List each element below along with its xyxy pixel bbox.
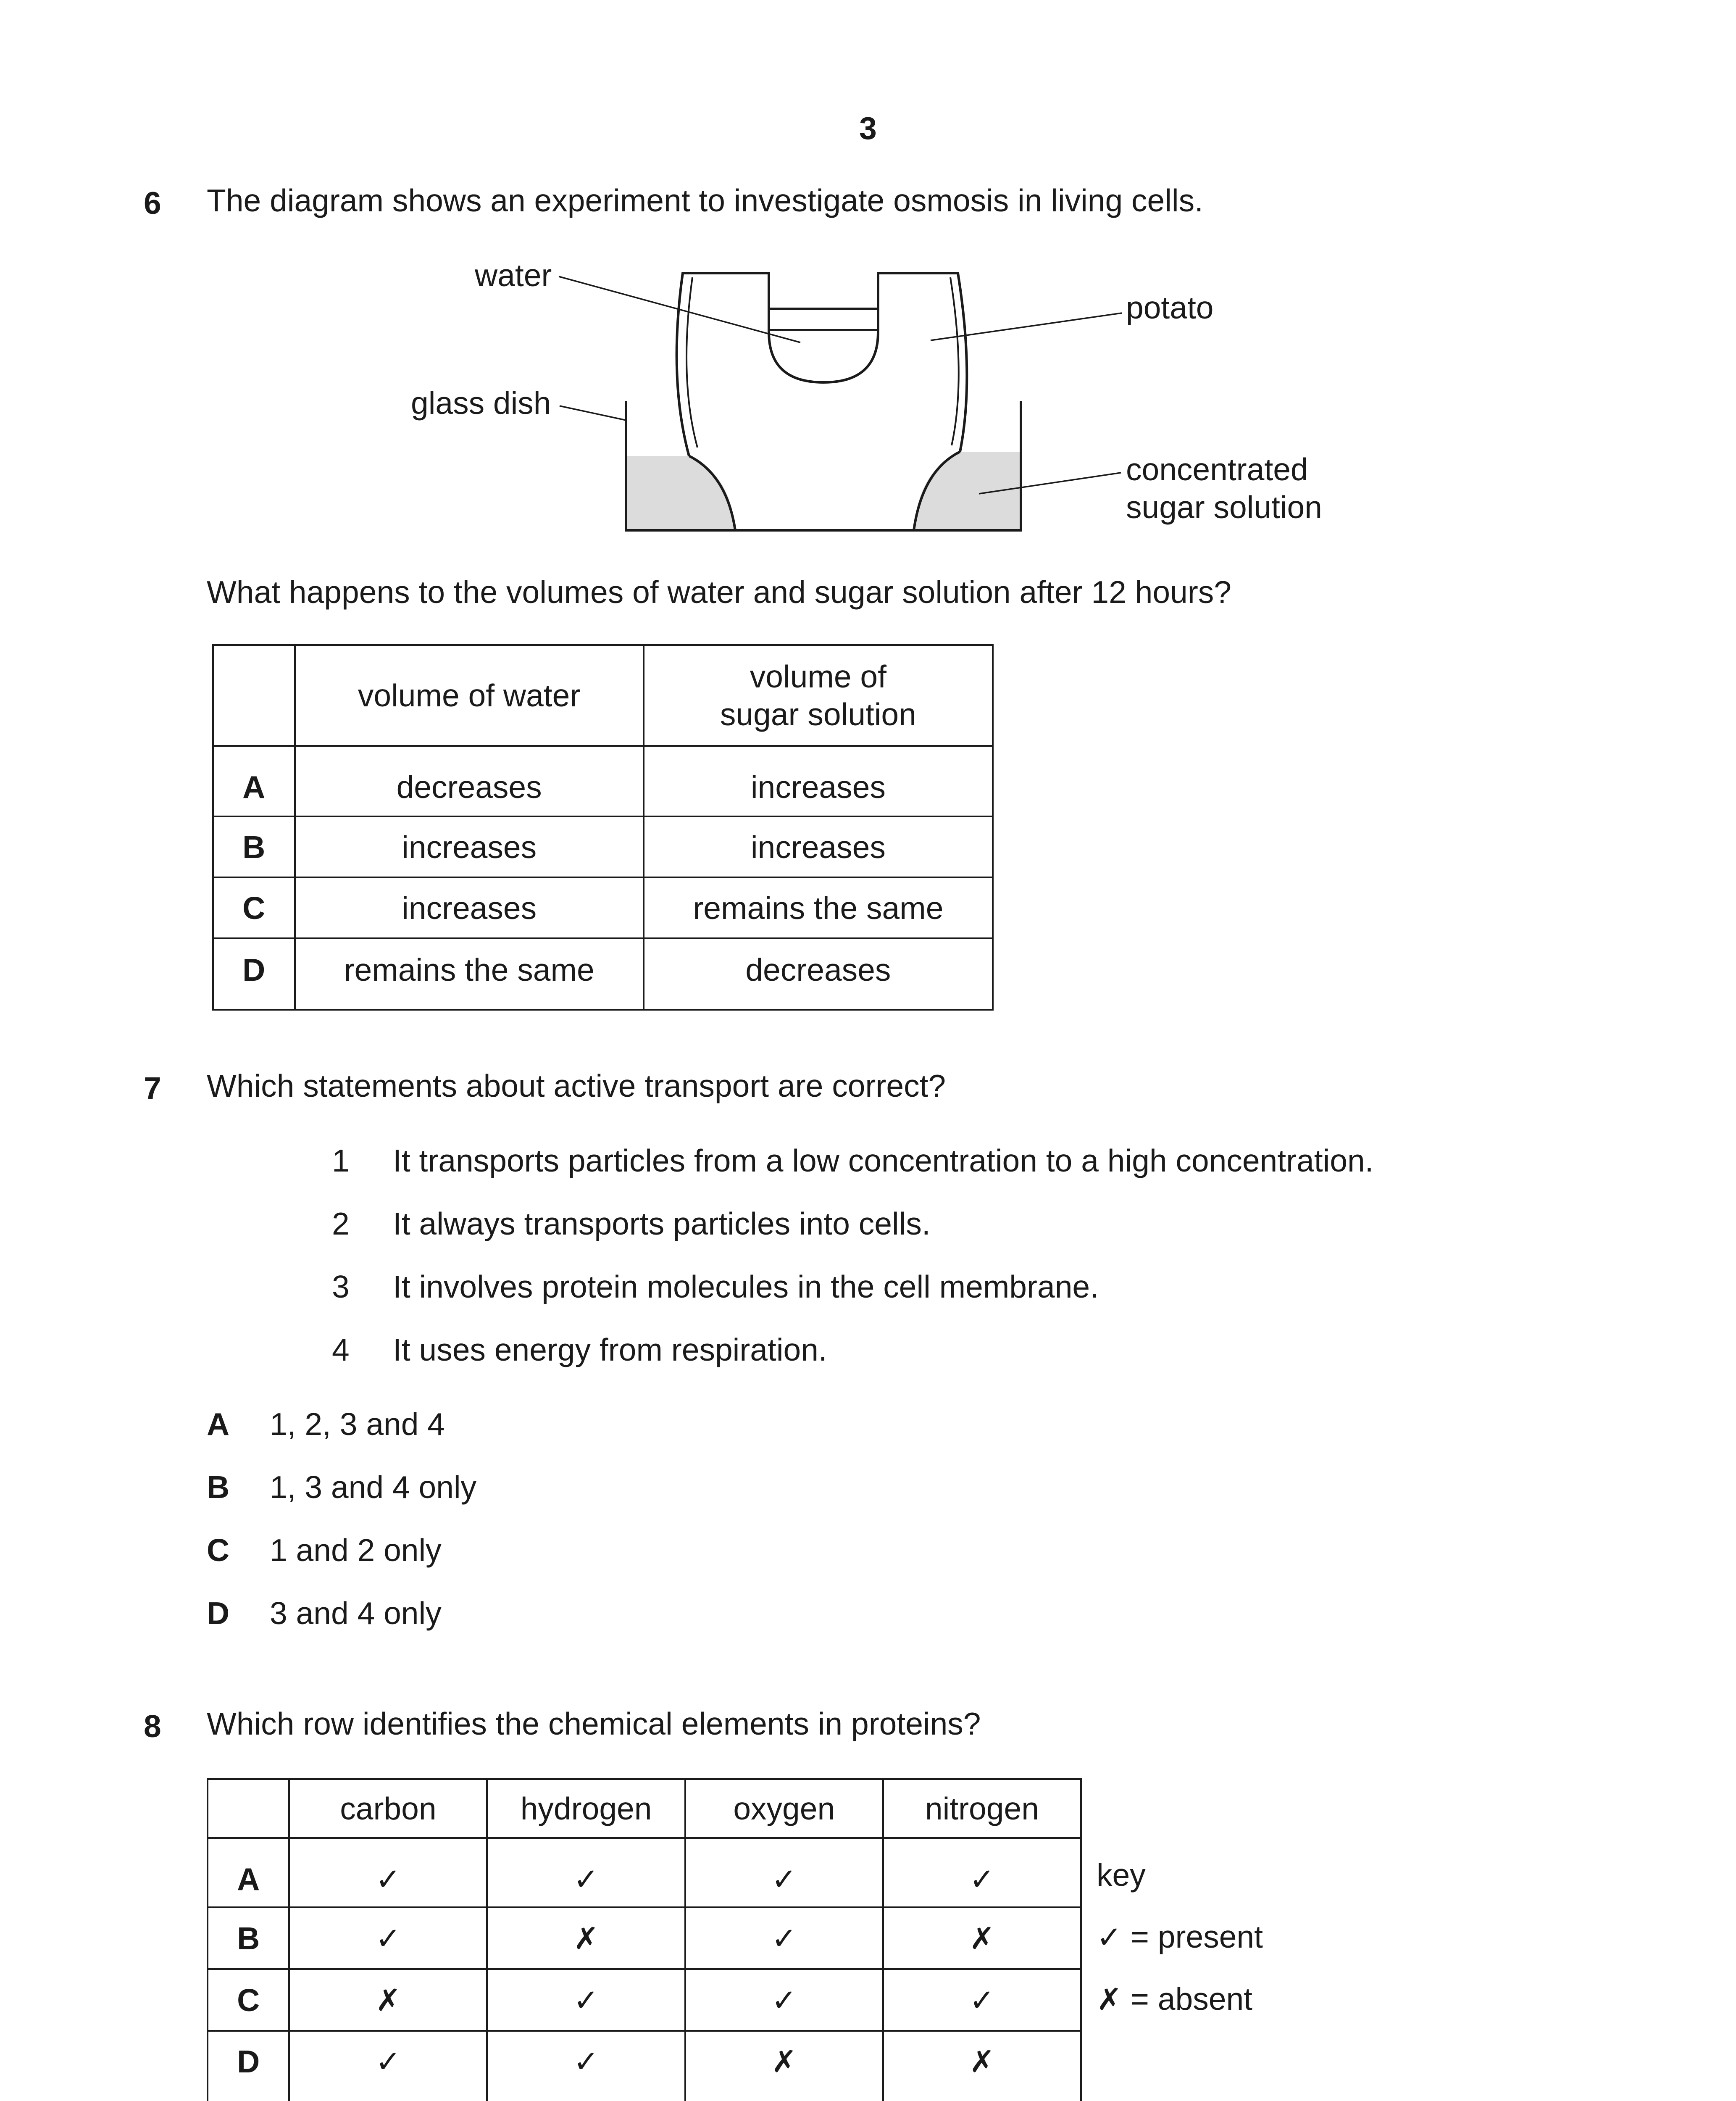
statement-number: 4 <box>332 1332 350 1367</box>
question-8-number: 8 <box>144 1709 161 1744</box>
potato-outline <box>677 273 967 456</box>
osmosis-diagram <box>0 0 1736 588</box>
leader-potato <box>931 313 1122 340</box>
statement-number: 3 <box>332 1269 350 1304</box>
statement-text: It involves protein molecules in the cell membrane. <box>393 1269 1099 1304</box>
cross-icon: ✗ <box>1097 1982 1122 2017</box>
label-sugar-line1: concentrated <box>1126 452 1308 487</box>
table-row: B ✓ ✗ ✓ ✗ <box>208 1907 1081 1969</box>
question-7-number: 7 <box>144 1071 161 1106</box>
table-row: A ✓ ✓ ✓ ✓ <box>208 1838 1081 1907</box>
q6-answer-table <box>212 644 994 1011</box>
label-sugar-line2: sugar solution <box>1126 490 1322 525</box>
q8-elements-table <box>207 1778 1082 2101</box>
header-nitrogen: nitrogen <box>883 1779 1081 1838</box>
option-letter: D <box>207 1595 230 1631</box>
header-carbon: carbon <box>289 1779 487 1838</box>
option-text: 3 and 4 only <box>270 1595 442 1631</box>
option-letter: A <box>207 1406 230 1442</box>
key-absent: ✗ = absent <box>1097 1981 1252 2017</box>
question-6-stem: The diagram shows an experiment to investigate osmosis in living cells. <box>207 183 1203 218</box>
table-row: D remains the same decreases <box>213 938 993 1010</box>
statement-text: It always transports particles into cells. <box>393 1206 931 1241</box>
potato-skin-right <box>950 277 959 445</box>
option-letter: B <box>207 1469 230 1505</box>
q8-table-header <box>208 1779 1081 1838</box>
statement-text: It uses energy from respiration. <box>393 1332 827 1367</box>
option-text: 1, 3 and 4 only <box>270 1469 477 1505</box>
key-present: ✓ = present <box>1097 1919 1263 1955</box>
sugar-solution-left <box>626 456 735 530</box>
key-title: key <box>1097 1857 1146 1893</box>
potato-skin-left <box>687 277 697 448</box>
table-row: D ✓ ✓ ✗ ✗ <box>208 2031 1081 2101</box>
statement-number: 2 <box>332 1206 350 1241</box>
label-potato: potato <box>1126 290 1214 325</box>
label-glass-dish: glass dish <box>411 385 551 421</box>
header-hydrogen: hydrogen <box>487 1779 685 1838</box>
statement-number: 1 <box>332 1143 350 1178</box>
leader-glass-dish <box>560 406 626 420</box>
question-7-stem: Which statements about active transport are correct? <box>207 1068 946 1103</box>
question-8-stem: Which row identifies the chemical elements in proteins? <box>207 1706 981 1741</box>
statement-text: It transports particles from a low concentration to a high concentration. <box>393 1143 1374 1178</box>
option-letter: C <box>207 1532 230 1568</box>
table-row: A decreases increases <box>213 746 993 816</box>
q6-header-sugar: volume of sugar solution <box>644 645 993 746</box>
label-water: water <box>475 258 552 293</box>
q6-header-water: volume of water <box>295 645 644 746</box>
question-6-prompt: What happens to the volumes of water and sugar solution after 12 hours? <box>207 574 1231 610</box>
table-row: C ✗ ✓ ✓ ✓ <box>208 1969 1081 2031</box>
sugar-solution-right <box>914 452 1021 530</box>
leader-water <box>559 276 800 342</box>
table-row: B increases increases <box>213 816 993 877</box>
potato-well <box>769 309 878 382</box>
option-text: 1 and 2 only <box>270 1532 442 1568</box>
table-row: C increases remains the same <box>213 877 993 938</box>
option-text: 1, 2, 3 and 4 <box>270 1406 445 1442</box>
page-number: 3 <box>859 111 877 146</box>
question-6-number: 6 <box>144 185 161 221</box>
check-icon: ✓ <box>1097 1919 1122 1955</box>
q6-table-header <box>213 645 993 746</box>
header-oxygen: oxygen <box>685 1779 883 1838</box>
